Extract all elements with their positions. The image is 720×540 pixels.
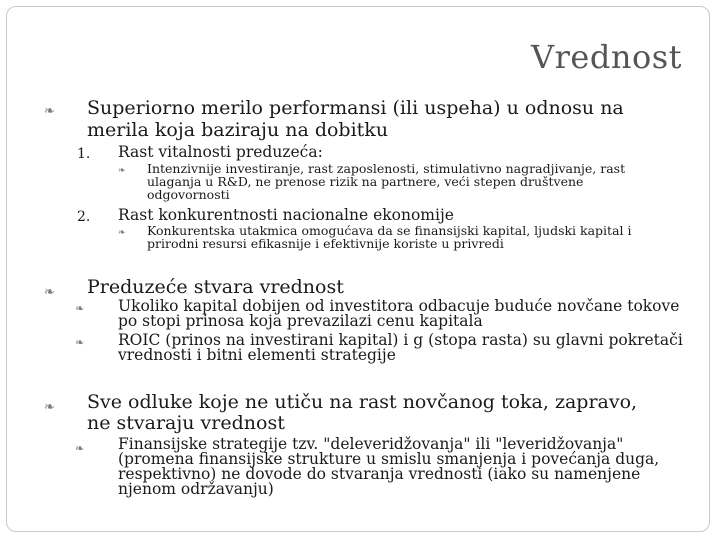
sub-line: ROIC (prinos na investirani kapital) i g (stopa rasta) su glavni pokretači	[118, 331, 683, 349]
bullet-2-line-1: Preduzeće stvara vrednost	[87, 276, 344, 298]
item-text: Rast konkurentnosti nacionalne ekonomije	[118, 206, 454, 224]
bullet-curl-icon: ❧	[118, 166, 126, 176]
slide-title: Vrednost	[531, 38, 682, 76]
bullet-3-line-1: Sve odluke koje ne utiču na rast novčanog toka, zapravo,	[87, 391, 638, 413]
item-number: 1.	[77, 146, 91, 162]
bullet-curl-icon: ❧	[75, 336, 85, 349]
sub-line: prirodni resursi efikasnije i efektivnije koriste u privredi	[147, 236, 504, 251]
bullet-curl-icon: ❧	[118, 228, 126, 238]
sub-line: njenom održavanju)	[118, 480, 274, 498]
sub-line: odgovornosti	[147, 187, 230, 202]
sub-line: ulaganja u R&D, ne prenose rizik na partnere, veći stepen društvene	[147, 174, 584, 189]
item-text: Rast vitalnosti preduzeća:	[118, 143, 323, 161]
bullet-curl-icon: ❧	[75, 442, 85, 455]
bullet-1-line-2: merila koja baziraju na dobitku	[87, 119, 389, 141]
sub-line: Intenzivnije investiranje, rast zaposlenosti, stimulativno nagradjivanje, rast	[147, 161, 626, 176]
bullet-curl-icon: ❧	[44, 104, 55, 119]
bullet-curl-icon: ❧	[75, 302, 85, 315]
bullet-curl-icon: ❧	[44, 285, 55, 300]
sub-line: Ukoliko kapital dobijen od investitora odbacuje buduće novčane tokove	[118, 297, 680, 315]
sub-line: respektivno) ne dovode do stvaranja vrednosti (iako su namenjene	[118, 465, 641, 483]
bullet-1-line-1: Superiorno merilo performansi (ili uspeha) u odnosu na	[87, 97, 624, 119]
sub-line: (promena finansijske strukture u smislu smanjenja i povećanja duga,	[118, 450, 660, 468]
bullet-3-line-2: ne stvaraju vrednost	[87, 412, 285, 434]
sub-line: Konkurentska utakmica omogućava da se finansijski kapital, ljudski kapital i	[147, 223, 632, 238]
sub-line: po stopi prinosa koja prevazilazi cenu kapitala	[118, 312, 483, 330]
item-number: 2.	[77, 209, 91, 225]
sub-line: Finansijske strategije tzv. "deleveridžovanja" ili "leveridžovanja"	[118, 435, 624, 453]
sub-line: vrednosti i bitni elementi strategije	[118, 346, 396, 364]
bullet-curl-icon: ❧	[44, 400, 55, 415]
